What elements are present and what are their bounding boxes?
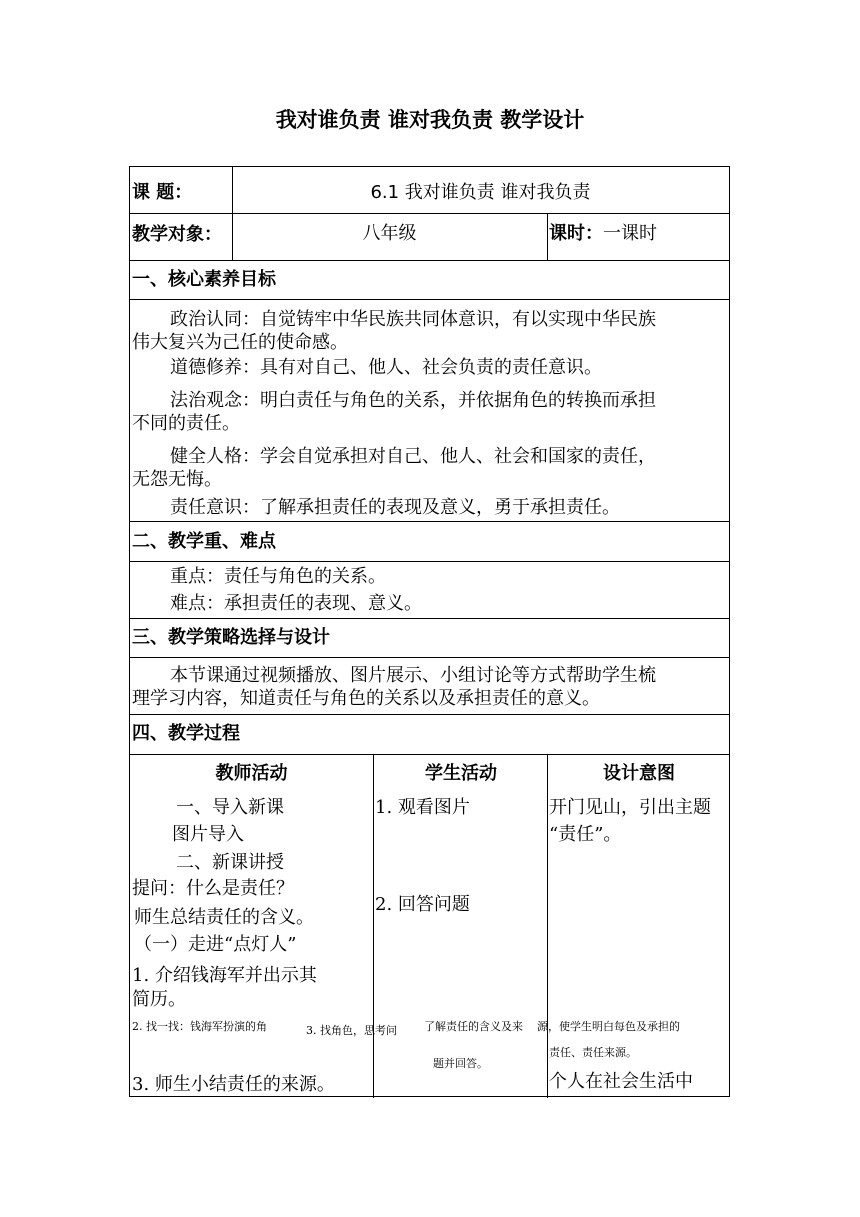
goal-line: 不同的责任。 — [132, 413, 240, 434]
goal-line: 法治观念：明白责任与角色的关系，并依据角色的转换而承担 — [170, 390, 656, 411]
teacher-step: 3. 师生小结责任的来源。 — [132, 1074, 335, 1095]
teacher-step: 简历。 — [132, 989, 186, 1010]
goal-line: 伟大复兴为己任的使命感。 — [132, 332, 348, 353]
focus-line: 重点：责任与角色的关系。 — [170, 566, 386, 587]
teacher-step: 1. 介绍钱海军并出示其 — [132, 965, 317, 986]
intent-line: 个人在社会生活中 — [549, 1071, 693, 1092]
teacher-step: 二、新课讲授 — [176, 852, 284, 873]
row-divider — [130, 299, 729, 300]
intent-line: “责任”。 — [549, 824, 622, 845]
section4-heading: 四、教学过程 — [132, 723, 240, 744]
audience-value: 八年级 — [362, 223, 417, 244]
row-divider — [130, 714, 729, 715]
row-divider — [130, 618, 729, 619]
goal-line: 无怨无悔。 — [132, 469, 222, 490]
strategy-line: 理学习内容，知道责任与角色的关系以及承担责任的意义。 — [132, 688, 600, 709]
row-divider — [130, 521, 729, 522]
row-divider — [130, 561, 729, 562]
student-step: 2. 回答问题 — [375, 894, 470, 915]
strategy-line: 本节课通过视频播放、图片展示、小组讨论等方式帮助学生梳 — [170, 665, 656, 686]
intent-line: 源，使学生明白每色及承担的 — [537, 1020, 680, 1033]
section1-heading: 一、核心素养目标 — [132, 269, 276, 290]
student-step: 题并回答。 — [433, 1057, 488, 1070]
teacher-step: 图片导入 — [172, 824, 244, 845]
lesson-value: 6.1 我对谁负责 谁对我负责 — [370, 182, 591, 203]
teacher-column-header: 教师活动 — [215, 763, 288, 784]
intent-line: 开门见山，引出主题 — [549, 797, 711, 818]
lesson-label: 课 题： — [132, 182, 193, 203]
student-column-header: 学生活动 — [425, 763, 497, 784]
goal-line: 政治认同：自觉铸牢中华民族共同体意识，有以实现中华民族 — [170, 309, 656, 330]
student-step-fragment: 了解责任的含义及来 — [424, 1020, 523, 1033]
intent-column-header: 设计意图 — [603, 763, 675, 784]
row-divider — [130, 213, 729, 214]
teacher-step: （一）走进“点灯人” — [134, 934, 297, 955]
row-divider — [130, 260, 729, 261]
column-divider — [547, 754, 548, 1098]
goal-line: 责任意识：了解承担责任的表现及意义，勇于承担责任。 — [170, 497, 620, 518]
section3-heading: 三、教学策略选择与设计 — [132, 627, 330, 648]
audience-label: 教学对象： — [132, 224, 222, 245]
column-divider — [547, 213, 548, 260]
class-period — [549, 222, 657, 246]
student-step: 1. 观看图片 — [375, 797, 470, 818]
teacher-step: 一、导入新课 — [176, 797, 284, 818]
teacher-step: 提问：什么是责任？ — [132, 878, 294, 899]
row-divider — [130, 754, 729, 755]
teacher-step: 师生总结责任的含义。 — [134, 907, 314, 928]
teacher-step: 2. 找一找：钱海军扮演的角 — [132, 1020, 267, 1033]
column-divider — [373, 754, 374, 1098]
goal-line: 道德修养：具有对自己、他人、社会负责的责任意识。 — [170, 357, 602, 378]
goal-line: 健全人格：学会自觉承担对自己、他人、社会和国家的责任， — [170, 446, 656, 467]
student-step: 3. 找角色，思考问 — [306, 1024, 397, 1037]
period-label: 课时： — [549, 223, 603, 244]
section2-heading: 二、教学重、难点 — [132, 531, 276, 552]
lesson-plan-table — [129, 166, 730, 1097]
focus-line: 难点：承担责任的表现、意义。 — [170, 593, 422, 614]
period-value: 一课时 — [603, 223, 657, 244]
row-divider — [130, 657, 729, 658]
document-title: 我对谁负责 谁对我负责 教学设计 — [275, 108, 585, 132]
intent-line: 责任、责任来源。 — [549, 1046, 637, 1059]
